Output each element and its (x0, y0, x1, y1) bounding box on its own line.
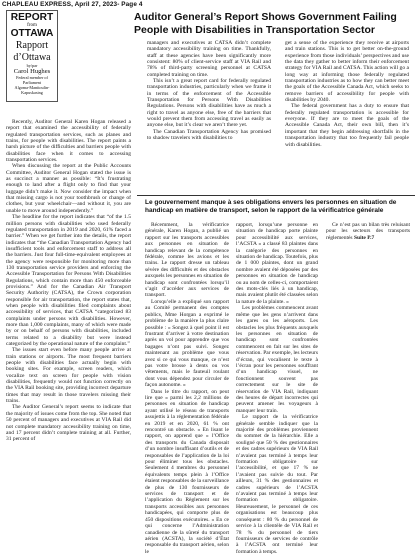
closing-text: Ce n’est pas un bilan très reluisant pour les secteurs des transports réglementés (326, 222, 410, 241)
english-column-3 (285, 40, 409, 148)
french-headline: Le gouvernement manque à ses obligations envers les personnes en situation de handicap en matière de transport, selon le rapport de la vérificatrice générale (145, 199, 397, 214)
paragraph: Le rapport de la vérificatrice générale semble indiquer que la majorité des problèmes proviennent du sommet de la hiérarchie. Elle a souligné que 50 % des gestionnaires et des cadres supérieurs de VIA Rail n’avaient pas terminé à temps leur formation obligatoire sur l’accessibilité, et que 17 % ne l’avaient pas suivie du tout. Par ailleurs, 31 % des gestionnaires et cadres supérieurs de l’ACSTA n’avaient pas terminé à temps leur formation obligatoire. Heureusement, le personnel de ces organisations est beaucoup plus conséquent : 80 % du personnel de service à la clientèle de VIA Rail et 78 % du personnel de tiers fournisseurs de services de contrôle à l’ACSTA ont terminé leur formation à temps. (236, 414, 318, 555)
column-logo-box (6, 10, 58, 102)
masthead: CHAPLEAU EXPRESS, April 27, 2023- Page 4 (2, 1, 143, 8)
french-column-2 (236, 222, 318, 555)
paragraph: Lorsqu’elle a expliqué son rapport au Comité permanent des comptes publics, Mme Horgan a exprimé le problème de la manière la plus claire possible : « Songez à quel point il est frustrant d’arriver à votre destination après un vol pour apprendre que vos bagages n’ont pas suivi. Songez maintenant au problème que vous avez si ce qui vous manque, ce n’est pas votre brosse à dents ou vos vêtements, mais le fauteuil roulant dont vous dépendez pour circuler de façon autonome. » (145, 298, 229, 389)
report-word: REPORT (10, 12, 54, 23)
french-column-3 (326, 222, 410, 241)
english-column-1 (6, 119, 131, 443)
paragraph: This isn’t a great report card for federally regulated transportation industries, particularly when we frame it in terms of the enforcement of the Accessible Transportation for Persons With Disabilities Regulations. Persons with disabilities have as much a right to travel as anyone else, free of the barriers that would prevent them from accessing travel as easily as anyone else, but it’s clear we aren’t there yet. (147, 78, 271, 129)
english-column-2 (147, 40, 271, 142)
paragraph: rapport, lorsqu’une personne en situation de handicap porte plainte pour accessibilité aux services, l’ACSTA « a classé 83 plaintes dans la catégorie des personnes en situation de handicap. Toutefois, plus de 1 000 plaintes, dont un grand nombre avaient été déposées par des personnes en situation de handicap ou au nom de celles-ci, comportaient des mots-clés liés à un handicap, mais avaient plutôt été classées selon la nature de la plainte. » (236, 222, 319, 305)
paragraph: The headline for the report indicates that “of the 1.5 million persons with disabilities who used federally regulated transportation in 2019 and 2020, 61% faced a barrier.” When we get further into the details, the report indicates that “the Canadian Transportation Agency had insufficient tools and enforcement staff to address all the barriers. Just four full-time-equivalent employees at the agency were responsible for monitoring more than 130 transportation service providers and enforcing the Accessible Transportation for Persons With Disabilities Regulations, which contain more than 450 enforceable provisions.” And for the Canadian Air Transport Security Authority (CATSA), the Crown corporation responsible for air transportation, the report states that, when people with disabilities filed complaints about accessibility of services, that CATSA “categorized 83 complaints under persons with disabilities. However, more than 1,000 complaints, many of which were made by or on behalf of persons with disabilities, included terms related to a disability but were instead categorized by the operational nature of the complaint.” (6, 214, 131, 348)
ottawa-word: OTTAWA (10, 28, 54, 39)
section-divider (137, 195, 415, 196)
paragraph: The issues start even before many people arrive at train stations or airports. The most frequent barriers people with disabilities face actually begin with booking sites. For example, screen readers, which vocalize text on screen for people with vision disabilities, frequently would not function correctly on the VIA Rail booking site, providing incorrect departure times that may result in those travelers missing their trains. (6, 347, 131, 405)
from-word: from (27, 23, 37, 28)
continued-link[interactable]: Suite P.7 (353, 234, 375, 241)
paragraph: Récemment, la vérificatrice générale, Karen Hogan, a publié un rapport sur les transports accessibles aux personnes en situation de handicap relevant de la compétence fédérale, comme les avions et les trains. Le rapport dresse un tableau sévère des difficultés et des obstacles auxquels les personnes en situation de handicap sont confrontées lorsqu’il s’agit d’accéder aux services de transport. (145, 222, 229, 299)
french-column-1 (145, 222, 229, 555)
rapport-word: Rapport (15, 40, 49, 51)
paragraph: The Auditor General’s report seems to indicate that the majority of issues come from the top. She noted that 50 percent of managers and executives at VIA Rail did not complete mandatory accessibility training on time, and 17 percent didn’t complete training at all. Further, 31 percent of (6, 404, 131, 443)
paragraph: The federal government has a duty to ensure that federally regulated transportation is accessible for everyone. If they are to meet the goals of the Accessible Canada Act, their own bill, then it’s important that they begin addressing shortfalls in the transportation industry that too frequently fail people with disabilities. (285, 103, 409, 148)
paragraph: When discussing the report at the Public Accounts Committee, Auditor General Hogan stated the issue is as succinct a manner as possible: “It’s frustrating enough to land after a flight only to find that your luggage didn’t make it. Now consider the impact when that missing cargo is not your toothbrush or change of clothes, but your wheelchair—and without it, you are unable to move around independently.” (6, 163, 131, 214)
author-name: Carol Hughes (13, 68, 51, 75)
paragraph: Dans le titre du rapport, on peut lire que « parmi les 2,2 millions de personnes en situation de handicap ayant utilisé le réseau de transports assujettis à la réglementation fédérale en 2019 et en 2020, 61 % ont rencontré un obstacle. » En lisant le rapport, on apprend que « l’Office des transports du Canada disposait d’un nombre insuffisant d’outils et de responsables de l’application de la loi pour éliminer tous les obstacles. Seulement 4 membres du personnel équivalents temps plein à l’Office étaient responsables de la surveillance de plus de 130 fournisseurs de services de transport et de l’application du Règlement sur les transports accessibles aux personnes handicapées, qui comporte plus de 450 dispositions exécutoires. » En ce qui concerne l’Administration canadienne de la sûreté du transport aérien (ACSTA), la société d’État responsable du transport aérien, selon le (145, 388, 229, 555)
paragraph: Les problèmes commencent avant même que les gens n’arrivent dans les gares ou les aéroports. Les obstacles les plus fréquents auxquels les personnes en situation de handicap sont confrontées commencent en fait sur les sites de réservation. Par exemple, les lecteurs d’écran, qui vocalisent le texte à l’écran pour les personnes souffrant d’un handicap visuel, ne fonctionnent souvent pas correctement sur le site de réservation de VIA Rail, indiquant des heures de départ incorrectes qui peuvent amener les voyageurs à manquer leur train. (236, 305, 318, 414)
article-headline: Auditor General’s Report Shows Government Failing People with Disabilities in Transportation Sector (134, 11, 397, 36)
author-riding: Algoma-Manitoulin-Kapuskasing (14, 85, 50, 96)
paragraph: Recently, Auditor General Karen Hogan released a report that examined the accessibility of federally regulated transportation services, such as planes and trains, for people with disabilities. The report paints a harsh picture of the difficulties and barriers people with disabilities face when it comes to accessing transportation services. (6, 119, 131, 164)
by-word: by/par (26, 63, 38, 68)
dottawa-word: d’Ottawa (13, 52, 51, 63)
paragraph: The Canadian Transportation Agency has promised to shadow travelers with disabilities to (147, 128, 271, 142)
paragraph: managers and executives at CATSA didn’t complete mandatory accessibility training on time. Thankfully, staff at these agencies have been significantly more consistent: 80% of client-service staff at VIA Rail and 78% of third-party screening personnel at CATSA completed training on time. (147, 40, 271, 78)
paragraph: get a sense of the experience they receive at airports and train stations. This is to get better on-the-ground experience from those individuals’ perspectives and use the data they gather to better inform their enforcement strategy for VIA Rail and CATSA. This action will go a long way at informing those federally regulated transportation industries as to how they can better meet the goals of the Accessible Canada Act, which seeks to remove barriers of accessibility for people with disabilities by 2040. (285, 40, 409, 104)
author-title: Federal member of Parliament (16, 75, 48, 86)
paragraph (326, 222, 410, 241)
